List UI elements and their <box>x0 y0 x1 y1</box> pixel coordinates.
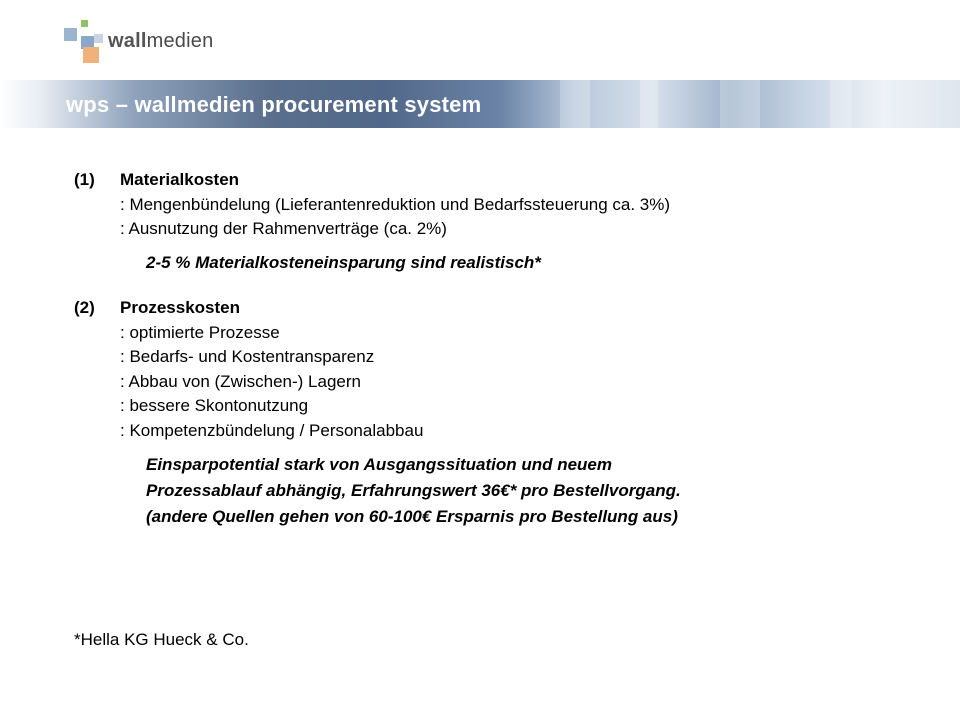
note-line: Prozessablauf abhängig, Erfahrungswert 36€* pro Bestellvorgang. <box>146 481 681 500</box>
logo-square-green <box>81 20 88 27</box>
list-item: : Ausnutzung der Rahmenverträge (ca. 2%) <box>120 219 447 238</box>
section-heading: Prozesskosten <box>120 298 240 317</box>
list-item: : Mengenbündelung (Lieferantenreduktion und Bedarfssteuerung ca. 3%) <box>120 194 671 214</box>
title-banner <box>0 80 960 128</box>
section-prozesskosten <box>74 296 934 530</box>
banner-stripe <box>560 80 590 128</box>
section-number: (1) <box>74 170 95 189</box>
section-note <box>146 452 934 530</box>
wallmedien-logo <box>64 20 234 66</box>
note-line: (andere Quellen gehen von 60-100€ Ersparnis pro Bestellung aus) <box>146 507 678 526</box>
list-item: : bessere Skontonutzung <box>120 396 309 415</box>
page-title: wps – wallmedien procurement system <box>66 92 482 117</box>
section-materialkosten <box>74 168 934 275</box>
logo-wordmark: wallmedien <box>108 30 214 52</box>
banner-stripe <box>720 80 760 128</box>
banner-stripe <box>640 80 658 128</box>
section-heading: Materialkosten <box>120 170 240 189</box>
list-item: : Abbau von (Zwischen-) Lagern <box>120 371 361 391</box>
logo-square-orange <box>83 47 99 63</box>
list-item: : optimierte Prozesse <box>120 322 280 342</box>
section-note: 2-5 % Materialkosteneinsparung sind realistisch* <box>146 252 541 272</box>
banner-stripe <box>830 80 852 128</box>
logo-square-blue <box>64 28 77 41</box>
list-item: : Kompetenzbündelung / Personalabbau <box>120 420 424 440</box>
section-number: (2) <box>74 298 95 317</box>
note-line: Einsparpotential stark von Ausgangssituation und neuem <box>146 455 612 474</box>
footnote: *Hella KG Hueck & Co. <box>74 630 249 649</box>
slide-content <box>74 168 934 530</box>
list-item: : Bedarfs- und Kostentransparenz <box>120 347 375 366</box>
logo-square-light <box>94 34 103 43</box>
